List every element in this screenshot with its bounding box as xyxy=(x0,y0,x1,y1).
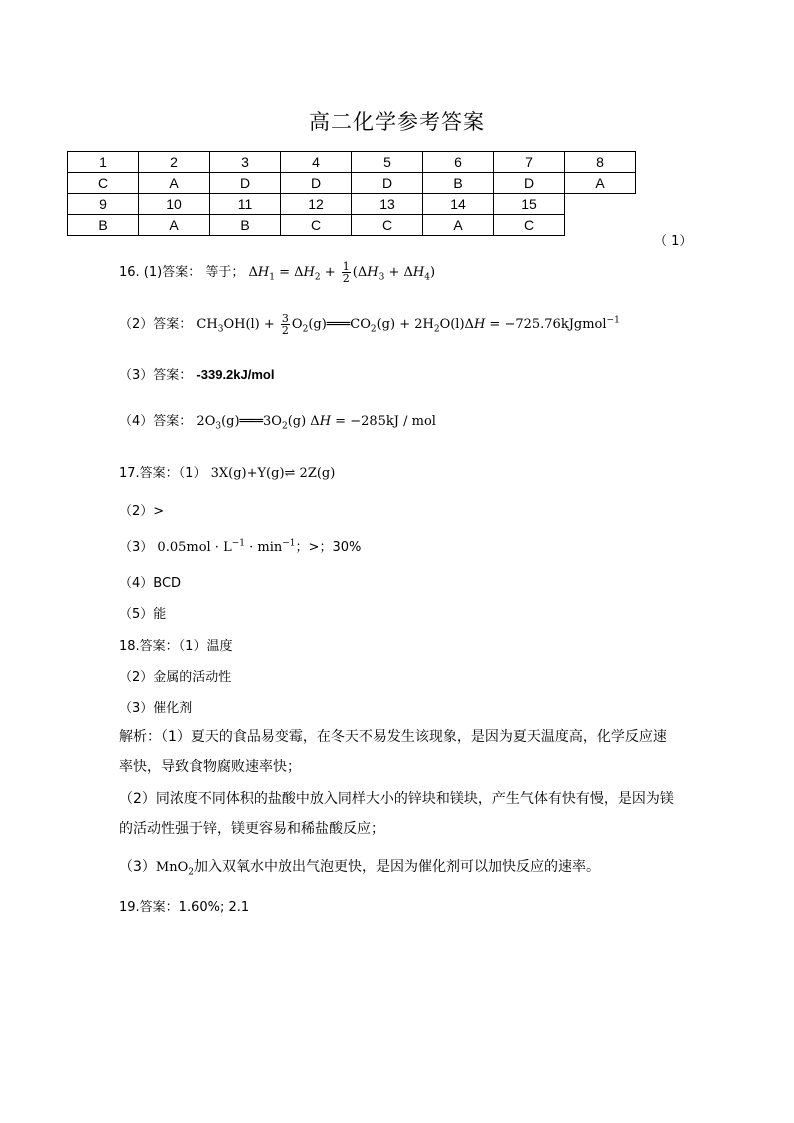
formula-17-1: 3X(g)+Y(g)⇌ 2Z(g) xyxy=(210,466,336,481)
q18-analysis-3 xyxy=(119,852,679,888)
formula-mno2: MnO$_2$ xyxy=(155,860,194,878)
table-cell: D xyxy=(352,173,423,194)
table-cell: C xyxy=(68,173,139,194)
table-cell: 10 xyxy=(139,194,210,215)
table-cell: 2 xyxy=(139,152,210,173)
table-cell-empty xyxy=(565,215,636,236)
q16-label-2: （2）答案： xyxy=(119,317,193,332)
table-cell: 12 xyxy=(281,194,352,215)
formula-16-2: $CH_3OH(l)$ + $\frac{3}{2}$ $O_2(g)═══CO_2(g) + 2H_2O(l)\Delta H$ = −725.76kJgmol$^{-1}$ xyxy=(196,312,620,337)
table-row xyxy=(68,152,636,173)
q17-label-1: 17.答案：（1） xyxy=(119,466,207,481)
table-cell-empty xyxy=(565,194,636,215)
q17-line1 xyxy=(119,462,335,481)
q19-line: 19.答案：1.60%; 2.1 xyxy=(119,900,250,915)
table-cell: 9 xyxy=(68,194,139,215)
table-row xyxy=(68,173,636,194)
table-cell: A xyxy=(139,215,210,236)
table-cell: 8 xyxy=(565,152,636,173)
table-cell: D xyxy=(281,173,352,194)
table-cell: 1 xyxy=(68,152,139,173)
table-cell: 4 xyxy=(281,152,352,173)
table-row xyxy=(68,215,636,236)
q16-line3 xyxy=(119,364,274,383)
q16-line1 xyxy=(119,261,435,284)
table-cell: B xyxy=(210,215,281,236)
table-cell: A xyxy=(139,173,210,194)
table-cell: A xyxy=(565,173,636,194)
q18-line1: 18.答案：（1）温度 xyxy=(119,639,233,654)
table-cell: D xyxy=(210,173,281,194)
table-cell: B xyxy=(68,215,139,236)
q17-line5: （5）能 xyxy=(119,607,167,622)
table-cell: C xyxy=(494,215,565,236)
q17-line3 xyxy=(119,536,361,555)
table-cell: 15 xyxy=(494,194,565,215)
answer-table xyxy=(67,151,636,236)
table-cell: 14 xyxy=(423,194,494,215)
table-cell: 5 xyxy=(352,152,423,173)
q18-analysis-1: 解析：（1）夏天的食品易变霉，在冬天不易发生该现象，是因为夏天温度高，化学反应速率快，导致食物腐败速率快； xyxy=(119,729,667,775)
table-cell: 6 xyxy=(423,152,494,173)
table-cell: C xyxy=(352,215,423,236)
page-number: （ 1） xyxy=(654,234,693,249)
q17-line4: （4）BCD xyxy=(119,576,182,591)
q16-line4 xyxy=(119,410,436,432)
table-cell: 11 xyxy=(210,194,281,215)
q16-label-4: （4）答案： xyxy=(119,414,193,429)
table-cell: 13 xyxy=(352,194,423,215)
table-cell: A xyxy=(423,215,494,236)
table-cell: B xyxy=(423,173,494,194)
q16-line2 xyxy=(119,313,620,336)
q18-analysis-3-label: （3） xyxy=(119,859,156,875)
table-cell: D xyxy=(494,173,565,194)
formula-16-1: $\Delta H_1 = \Delta H_2$ + $\frac{1}{2}$ $(\Delta H_3 + \Delta H_4)$ xyxy=(248,260,436,285)
q16-value-3: -339.2kJ/mol xyxy=(196,367,275,382)
formula-17-3: $0.05mol \cdot L^{-1} \cdot \min^{-1}$ xyxy=(157,538,296,555)
q16-label-3: （3）答案： xyxy=(119,368,193,383)
q18-line2: （2）金属的活动性 xyxy=(119,670,232,685)
table-cell: 3 xyxy=(210,152,281,173)
page-title: 高二化学参考答案 xyxy=(309,110,485,134)
table-cell: 7 xyxy=(494,152,565,173)
table-row xyxy=(68,194,636,215)
q18-analysis-3-rest: 加入双氧水中放出气泡更快，是因为催化剂可以加快反应的速率。 xyxy=(194,859,600,875)
table-cell: C xyxy=(281,215,352,236)
q17-label-3: （3） xyxy=(119,540,154,555)
q18-line3: （3）催化剂 xyxy=(119,701,193,716)
q18-analysis-2: （2）同浓度不同体积的盐酸中放入同样大小的锌块和镁块，产生气体有快有慢，是因为镁的活动性强于锌，镁更容易和稀盐酸反应； xyxy=(119,791,674,837)
q16-label-1: 16. (1)答案： 等于； xyxy=(119,265,245,280)
formula-16-4: $2O_3(g)═══3O_2(g) \Delta H = -285kJ$ / mol xyxy=(196,414,436,432)
q17-rest-3: ；>；30% xyxy=(295,540,362,555)
q17-line2: （2）> xyxy=(119,504,165,519)
